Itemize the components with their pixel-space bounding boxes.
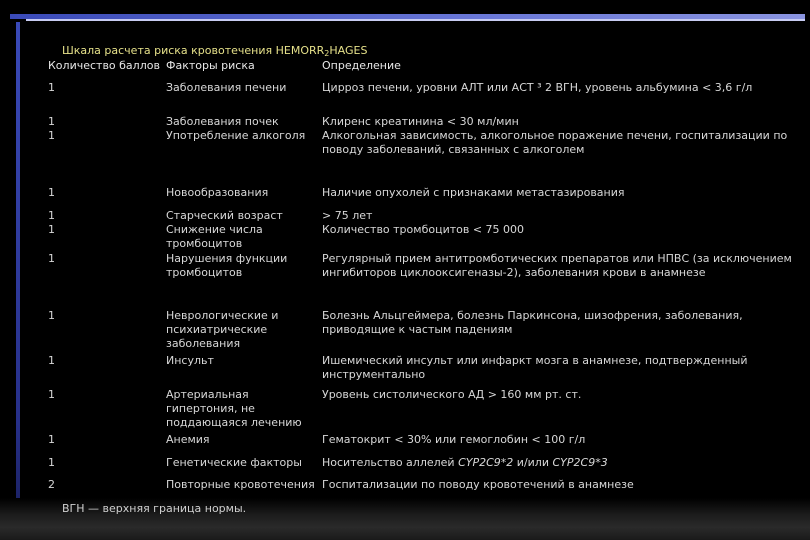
risk-factor: Старческий возраст — [166, 209, 283, 222]
risk-factor: Снижение числа — [166, 223, 263, 236]
points-value: 1 — [48, 456, 55, 469]
points-value: 1 — [48, 388, 55, 401]
title-end: HAGES — [329, 44, 368, 57]
footnote: ВГН — верхняя граница нормы. — [62, 502, 247, 515]
definition-text: Регулярный прием антитромботических препаратов или НПВС (за исключением — [322, 252, 792, 265]
definition-text — [322, 456, 777, 470]
risk-factor: Неврологические и — [166, 309, 279, 322]
points-value: 1 — [48, 186, 55, 199]
title-main: Шкала расчета риска кровотечения HEMORR — [62, 44, 325, 57]
allele-name: CYP2C9*3 — [552, 456, 608, 469]
risk-factor: Нарушения функции — [166, 252, 288, 265]
risk-factor: Заболевания печени — [166, 81, 287, 94]
definition-text: Ишемический инсульт или инфаркт мозга в анамнезе, подтвержденный — [322, 354, 748, 367]
points-value: 2 — [48, 478, 55, 491]
points-value: 1 — [48, 433, 55, 446]
points-value: 1 — [48, 115, 55, 128]
definition-text: приводящие к частым падениям — [322, 323, 513, 336]
definition-text: Клиренс креатинина < 30 мл/мин — [322, 115, 519, 128]
risk-factor: Артериальная — [166, 388, 249, 401]
risk-factor: Инсульт — [166, 354, 214, 367]
definition-text: Госпитализации по поводу кровотечений в анамнезе — [322, 478, 634, 491]
risk-factor: Генетические факторы — [166, 456, 302, 469]
points-value: 1 — [48, 129, 55, 142]
definition-text: ингибиторов циклооксигеназы-2), заболевания крови в анамнезе — [322, 266, 706, 279]
header-factors: Факторы риска — [166, 59, 255, 72]
points-value: 1 — [48, 209, 55, 222]
points-value: 1 — [48, 81, 55, 94]
definition-text: Количество тромбоцитов < 75 000 — [322, 223, 525, 236]
definition-part: Носительство аллелей — [322, 456, 459, 469]
risk-factor: Новообразования — [166, 186, 269, 199]
risk-factor: Анемия — [166, 433, 210, 446]
risk-factor: Заболевания почек — [166, 115, 279, 128]
points-value: 1 — [48, 252, 55, 265]
definition-text: > 75 лет — [322, 209, 373, 222]
risk-factor: тромбоцитов — [166, 266, 243, 279]
definition-text: Наличие опухолей с признаками метастазирования — [322, 186, 625, 199]
definition-text: Алкогольная зависимость, алкогольное поражение печени, госпитализации по — [322, 129, 788, 142]
points-value: 1 — [48, 309, 55, 322]
definition-part: и/или — [513, 456, 553, 469]
definition-text: Гематокрит < 30% или гемоглобин < 100 г/л — [322, 433, 586, 446]
risk-factor: психиатрические — [166, 323, 268, 336]
risk-factor: заболевания — [166, 337, 241, 350]
risk-factor: поддающаяся лечению — [166, 416, 302, 429]
risk-factor: Повторные кровотечения — [166, 478, 315, 491]
risk-factor: тромбоцитов — [166, 237, 243, 250]
risk-factor: Употребление алкоголя — [166, 129, 306, 142]
definition-text: инструментально — [322, 368, 426, 381]
points-value: 1 — [48, 354, 55, 367]
definition-text: Цирроз печени, уровни АЛТ или АСТ ³ 2 ВГН, уровень альбумина < 3,6 г/л — [322, 81, 753, 94]
risk-factor: гипертония, не — [166, 402, 255, 415]
definition-text: поводу заболеваний, связанных с алкоголем — [322, 143, 585, 156]
definition-text: Уровень систолического АД > 160 мм рт. ст. — [322, 388, 582, 401]
points-value: 1 — [48, 223, 55, 236]
title-subscript: 2 — [324, 49, 330, 58]
header-points: Количество баллов — [48, 59, 160, 72]
definition-text: Болезнь Альцгеймера, болезнь Паркинсона, шизофрения, заболевания, — [322, 309, 743, 322]
header-definition: Определение — [322, 59, 401, 72]
allele-name: CYP2C9*2 — [458, 456, 514, 469]
